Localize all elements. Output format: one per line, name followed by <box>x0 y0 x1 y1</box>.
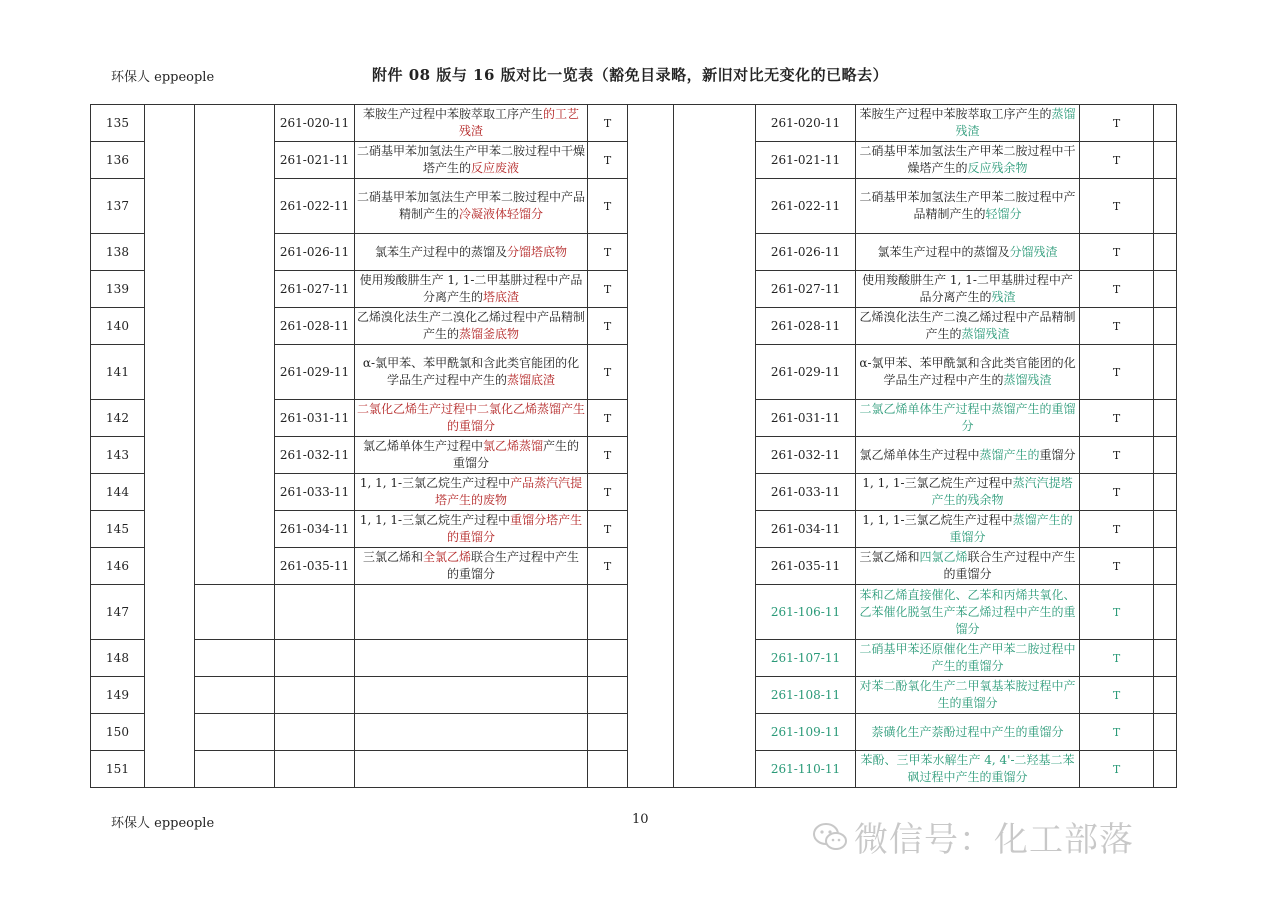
old-description-text: 分馏塔底物 <box>507 244 568 259</box>
old-type-text: T <box>603 448 612 462</box>
old-type <box>588 751 628 788</box>
new-code <box>756 142 856 179</box>
new-description <box>856 640 1080 677</box>
new-type <box>1080 548 1154 585</box>
old-description-text: 塔底渣 <box>483 290 520 304</box>
new-code <box>756 474 856 511</box>
row-number-text: 150 <box>106 724 129 739</box>
new-type-text: T <box>1112 559 1121 573</box>
blank-cell <box>1154 142 1177 179</box>
new-code <box>756 677 856 714</box>
new-code-text: 261-107-11 <box>770 650 841 665</box>
new-code <box>756 400 856 437</box>
new-type <box>1080 142 1154 179</box>
blank-cell <box>195 640 275 677</box>
new-description-text: 萘磺化生产萘酚过程中产生的重馏分 <box>871 724 1064 739</box>
row-number <box>91 437 145 474</box>
old-description-text: 使用羧酸肼生产 1, 1-二甲基肼过程中产品分离产生的 <box>359 273 583 304</box>
new-type <box>1080 271 1154 308</box>
old-type <box>588 511 628 548</box>
new-code-text: 261-034-11 <box>770 521 841 536</box>
new-description <box>856 271 1080 308</box>
new-type-text: T <box>1112 651 1121 665</box>
blank-cell <box>195 677 275 714</box>
row-number-text: 139 <box>106 281 129 296</box>
page-number: 10 <box>632 812 649 827</box>
merged-cell <box>628 105 674 788</box>
new-code-text: 261-033-11 <box>770 484 841 499</box>
new-type-text: T <box>1112 448 1121 462</box>
blank-cell <box>1154 437 1177 474</box>
new-type-text: T <box>1112 245 1121 259</box>
new-code <box>756 345 856 400</box>
row-number <box>91 585 145 640</box>
old-code <box>275 585 355 640</box>
new-description-text: 二硝基甲苯加氢法生产甲苯二胺过程中产品精制产生的 <box>859 190 1076 221</box>
row-number-text: 140 <box>106 318 129 333</box>
blank-cell <box>195 714 275 751</box>
row-number <box>91 105 145 142</box>
new-description-text: 二氯乙烯单体生产过程中蒸馏产生的重馏分 <box>859 402 1076 433</box>
new-type <box>1080 234 1154 271</box>
old-code-text: 261-026-11 <box>279 244 350 259</box>
old-type-text: T <box>603 485 612 499</box>
old-description-text: 苯胺生产过程中苯胺萃取工序产生 <box>362 107 543 121</box>
old-type-text: T <box>603 411 612 425</box>
old-type <box>588 179 628 234</box>
new-description-text: 蒸馏残渣 <box>961 327 1010 341</box>
old-type <box>588 234 628 271</box>
comparison-table <box>90 104 1177 788</box>
old-type <box>588 640 628 677</box>
new-description-text: 蒸馏产生的 <box>979 447 1040 462</box>
new-code <box>756 511 856 548</box>
new-code-text: 261-027-11 <box>770 281 841 296</box>
new-type-text: T <box>1112 522 1121 536</box>
new-type-text: T <box>1112 365 1121 379</box>
old-description-text: 氯乙烯单体生产过程中 <box>362 439 483 453</box>
old-description <box>355 234 588 271</box>
new-code-text: 261-106-11 <box>770 604 841 619</box>
old-description-text: 氯乙烯蒸馏 <box>482 439 543 453</box>
old-type <box>588 105 628 142</box>
old-type <box>588 548 628 585</box>
new-description-text: 蒸馏残渣 <box>1003 373 1052 387</box>
row-number-text: 135 <box>106 115 129 130</box>
row-number-text: 142 <box>106 410 129 425</box>
blank-cell <box>1154 677 1177 714</box>
row-number <box>91 640 145 677</box>
old-type-text: T <box>603 245 612 259</box>
new-description <box>856 548 1080 585</box>
new-code <box>756 308 856 345</box>
new-description-text: 残渣 <box>991 290 1016 304</box>
new-description <box>856 751 1080 788</box>
new-description <box>856 105 1080 142</box>
row-number <box>91 234 145 271</box>
blank-cell <box>195 585 275 640</box>
new-type-text: T <box>1112 605 1121 619</box>
new-code-text: 261-035-11 <box>770 558 841 573</box>
old-description <box>355 271 588 308</box>
new-description-text: 三氯乙烯和 <box>859 550 920 564</box>
old-code <box>275 105 355 142</box>
new-description-text: 二硝基甲苯加氢法生产甲苯二胺过程中干燥塔产生的 <box>859 144 1076 175</box>
old-description <box>355 437 588 474</box>
new-description-text: 重馏分 <box>1039 447 1076 462</box>
row-number-text: 148 <box>106 650 129 665</box>
new-code-text: 261-021-11 <box>770 152 841 167</box>
new-type <box>1080 437 1154 474</box>
new-description-text: 苯酚、三甲苯水解生产 4, 4'-二羟基二苯砜过程中产生的重馏分 <box>860 753 1075 784</box>
footer-left: 环保人 eppeople <box>111 816 215 831</box>
new-description <box>856 345 1080 400</box>
new-description-text: 乙烯溴化法生产二溴乙烯过程中产品精制产生的 <box>859 310 1076 341</box>
old-description <box>355 142 588 179</box>
old-type <box>588 142 628 179</box>
old-description <box>355 179 588 234</box>
new-description-text: 1, 1, 1-三氯乙烷生产过程中 <box>862 476 1013 490</box>
new-description-text: 氯乙烯单体生产过程中 <box>859 447 980 462</box>
merged-cell <box>145 105 195 788</box>
new-type-text: T <box>1112 116 1121 130</box>
row-number <box>91 548 145 585</box>
new-code <box>756 234 856 271</box>
old-description-text: 产生的重馏分 <box>452 439 580 470</box>
old-code-text: 261-028-11 <box>279 318 350 333</box>
old-description-text: 二硝基甲苯加氢法生产甲苯二胺过程中干燥塔产生的 <box>357 144 586 175</box>
old-description-text: 产品蒸汽汽提塔产生的废物 <box>434 476 583 507</box>
new-description <box>856 308 1080 345</box>
new-type <box>1080 105 1154 142</box>
row-number-text: 144 <box>106 484 129 499</box>
old-type <box>588 437 628 474</box>
row-number <box>91 308 145 345</box>
old-description <box>355 677 588 714</box>
new-code-text: 261-109-11 <box>770 724 841 739</box>
old-code <box>275 234 355 271</box>
old-code-text: 261-034-11 <box>279 521 350 536</box>
new-description-text: 联合生产过程中产生的重馏分 <box>943 550 1076 581</box>
watermark <box>812 812 1134 861</box>
blank-cell <box>1154 271 1177 308</box>
blank-cell <box>1154 585 1177 640</box>
row-number-text: 137 <box>106 198 129 213</box>
row-number <box>91 511 145 548</box>
new-code <box>756 714 856 751</box>
old-type-text: T <box>603 319 612 333</box>
row-number <box>91 271 145 308</box>
old-description <box>355 474 588 511</box>
merged-cell <box>674 105 756 788</box>
new-description-text: 蒸馏产生的重馏分 <box>949 513 1073 544</box>
old-type-text: T <box>603 116 612 130</box>
old-code <box>275 308 355 345</box>
old-code <box>275 179 355 234</box>
new-type-text: T <box>1112 282 1121 296</box>
watermark-text: 微信号：化工部落 <box>854 820 1134 860</box>
new-description <box>856 234 1080 271</box>
row-number <box>91 677 145 714</box>
old-description <box>355 751 588 788</box>
old-type-text: T <box>603 199 612 213</box>
old-code <box>275 142 355 179</box>
row-number <box>91 345 145 400</box>
new-type-text: T <box>1112 485 1121 499</box>
row-number <box>91 179 145 234</box>
row-number-text: 136 <box>106 152 129 167</box>
new-description-text: 蒸馏残渣 <box>955 107 1076 138</box>
new-code-text: 261-020-11 <box>770 115 841 130</box>
old-description-text: 全氯乙烯 <box>422 550 471 564</box>
old-code <box>275 511 355 548</box>
old-code-text: 261-029-11 <box>279 364 350 379</box>
blank-cell <box>1154 400 1177 437</box>
row-number <box>91 474 145 511</box>
new-description-text: 蒸汽汽提塔产生的残余物 <box>931 476 1073 507</box>
new-code-text: 261-108-11 <box>770 687 841 702</box>
blank-cell <box>1154 474 1177 511</box>
new-code-text: 261-026-11 <box>770 244 841 259</box>
new-description <box>856 142 1080 179</box>
old-code <box>275 400 355 437</box>
old-code <box>275 677 355 714</box>
old-description-text: 蒸馏底渣 <box>507 373 556 387</box>
new-description-text: 四氯乙烯 <box>919 550 968 564</box>
wechat-icon <box>812 822 848 852</box>
old-description-text: 二氯化乙烯生产过程中二氯化乙烯蒸馏产生的重馏分 <box>357 402 586 433</box>
old-type <box>588 585 628 640</box>
old-code <box>275 474 355 511</box>
row-number-text: 151 <box>106 761 129 776</box>
new-type <box>1080 751 1154 788</box>
new-description <box>856 677 1080 714</box>
blank-cell <box>1154 511 1177 548</box>
old-type <box>588 345 628 400</box>
old-description-text: 1, 1, 1-三氯乙烷生产过程中 <box>359 513 511 527</box>
old-description-text: 蒸馏釜底物 <box>459 327 520 341</box>
new-code-text: 261-028-11 <box>770 318 841 333</box>
new-type <box>1080 640 1154 677</box>
old-description <box>355 585 588 640</box>
old-description-text: 联合生产过程中产生的重馏分 <box>446 550 580 581</box>
header-left: 环保人 eppeople <box>111 70 215 85</box>
table-row <box>91 105 1177 142</box>
old-type <box>588 308 628 345</box>
blank-cell <box>195 105 275 585</box>
new-description <box>856 400 1080 437</box>
blank-cell <box>1154 234 1177 271</box>
new-type-text: T <box>1112 688 1121 702</box>
row-number <box>91 751 145 788</box>
old-description <box>355 308 588 345</box>
old-description <box>355 714 588 751</box>
new-type-text: T <box>1112 199 1121 213</box>
row-number <box>91 714 145 751</box>
old-type-text: T <box>603 522 612 536</box>
new-description-text: 苯胺生产过程中苯胺萃取工序产生的 <box>859 107 1052 121</box>
new-code <box>756 271 856 308</box>
new-type <box>1080 585 1154 640</box>
blank-cell <box>1154 640 1177 677</box>
old-description <box>355 511 588 548</box>
old-type-text: T <box>603 559 612 573</box>
new-type-text: T <box>1112 725 1121 739</box>
new-description-text: 氯苯生产过程中的蒸馏及 <box>877 244 1010 259</box>
new-type <box>1080 714 1154 751</box>
old-description-text: 乙烯溴化法生产二溴化乙烯过程中产品精制产生的 <box>357 310 586 341</box>
blank-cell <box>1154 179 1177 234</box>
new-code <box>756 548 856 585</box>
new-description-text: 二硝基甲苯还原催化生产甲苯二胺过程中产生的重馏分 <box>859 642 1076 673</box>
new-type <box>1080 677 1154 714</box>
new-type-text: T <box>1112 153 1121 167</box>
old-code-text: 261-033-11 <box>279 484 350 499</box>
old-description <box>355 548 588 585</box>
new-code-text: 261-031-11 <box>770 410 841 425</box>
new-type <box>1080 179 1154 234</box>
new-type-text: T <box>1112 319 1121 333</box>
new-code <box>756 751 856 788</box>
old-type <box>588 400 628 437</box>
old-code <box>275 345 355 400</box>
new-code-text: 261-022-11 <box>770 198 841 213</box>
new-description-text: 1, 1, 1-三氯乙烷生产过程中 <box>862 513 1013 527</box>
old-code <box>275 714 355 751</box>
new-type <box>1080 345 1154 400</box>
old-type-text: T <box>603 282 612 296</box>
old-description <box>355 400 588 437</box>
new-code-text: 261-029-11 <box>770 364 841 379</box>
old-code-text: 261-021-11 <box>279 152 350 167</box>
old-type-text: T <box>603 365 612 379</box>
blank-cell <box>1154 105 1177 142</box>
old-description-text: 冷凝液体轻馏分 <box>459 207 544 221</box>
old-description-text: 二硝基甲苯加氢法生产甲苯二胺过程中产品精制产生的 <box>357 190 586 221</box>
new-description-text: 对苯二酚氧化生产二甲氧基苯胺过程中产生的重馏分 <box>859 679 1076 710</box>
old-description <box>355 345 588 400</box>
old-code <box>275 751 355 788</box>
page-title: 附件 08 版与 16 版对比一览表（豁免目录略，新旧对比无变化的已略去） <box>372 66 889 84</box>
old-code <box>275 271 355 308</box>
new-code <box>756 585 856 640</box>
new-type <box>1080 511 1154 548</box>
new-code <box>756 437 856 474</box>
row-number <box>91 400 145 437</box>
old-code <box>275 548 355 585</box>
old-code <box>275 437 355 474</box>
blank-cell <box>1154 345 1177 400</box>
row-number-text: 147 <box>106 604 129 619</box>
old-type <box>588 714 628 751</box>
old-code-text: 261-027-11 <box>279 281 350 296</box>
blank-cell <box>1154 548 1177 585</box>
new-description-text: 轻馏分 <box>985 207 1022 221</box>
old-description-text: α-氯甲苯、苯甲酰氯和含此类官能团的化学品生产过程中产生的 <box>362 356 580 387</box>
old-code <box>275 640 355 677</box>
new-description-text: 分馏残渣 <box>1009 244 1058 259</box>
old-description-text: 氯苯生产过程中的蒸馏及 <box>374 244 507 259</box>
new-description <box>856 179 1080 234</box>
new-description-text: 苯和乙烯直接催化、乙苯和丙烯共氧化、乙苯催化脱氢生产苯乙烯过程中产生的重馏分 <box>859 587 1076 636</box>
old-type <box>588 677 628 714</box>
new-description <box>856 437 1080 474</box>
new-type <box>1080 474 1154 511</box>
blank-cell <box>1154 714 1177 751</box>
row-number-text: 149 <box>106 687 129 702</box>
old-code-text: 261-031-11 <box>279 410 350 425</box>
new-type-text: T <box>1112 411 1121 425</box>
old-description-text: 的工艺残渣 <box>458 107 580 138</box>
row-number-text: 141 <box>106 364 129 379</box>
new-description <box>856 585 1080 640</box>
new-description-text: 反应残余物 <box>967 161 1028 175</box>
new-type <box>1080 400 1154 437</box>
new-description-text: 使用羧酸肼生产 1, 1-二甲基肼过程中产品分离产生的 <box>862 273 1073 304</box>
new-code <box>756 179 856 234</box>
new-code <box>756 640 856 677</box>
blank-cell <box>1154 308 1177 345</box>
blank-cell <box>1154 751 1177 788</box>
old-type <box>588 271 628 308</box>
old-type <box>588 474 628 511</box>
new-code-text: 261-110-11 <box>770 761 841 776</box>
new-code <box>756 105 856 142</box>
old-code-text: 261-022-11 <box>279 198 350 213</box>
old-type-text: T <box>603 153 612 167</box>
row-number <box>91 142 145 179</box>
old-code-text: 261-020-11 <box>279 115 350 130</box>
old-code-text: 261-032-11 <box>279 447 350 462</box>
row-number-text: 143 <box>106 447 129 462</box>
row-number-text: 138 <box>106 244 129 259</box>
blank-cell <box>195 751 275 788</box>
new-type <box>1080 308 1154 345</box>
new-type-text: T <box>1112 762 1121 776</box>
new-description <box>856 474 1080 511</box>
new-description <box>856 511 1080 548</box>
old-description-text: 三氯乙烯和 <box>362 550 423 564</box>
new-description <box>856 714 1080 751</box>
old-code-text: 261-035-11 <box>279 558 350 573</box>
old-description-text: 反应废液 <box>471 161 520 175</box>
row-number-text: 145 <box>106 521 129 536</box>
old-description-text: 重馏分塔产生的重馏分 <box>446 513 583 544</box>
old-description-text: 1, 1, 1-三氯乙烷生产过程中 <box>359 476 511 490</box>
old-description <box>355 640 588 677</box>
old-description <box>355 105 588 142</box>
new-code-text: 261-032-11 <box>770 447 841 462</box>
new-description-text: α-氯甲苯、苯甲酰氯和含此类官能团的化学品生产过程中产生的 <box>859 356 1076 387</box>
row-number-text: 146 <box>106 558 129 573</box>
